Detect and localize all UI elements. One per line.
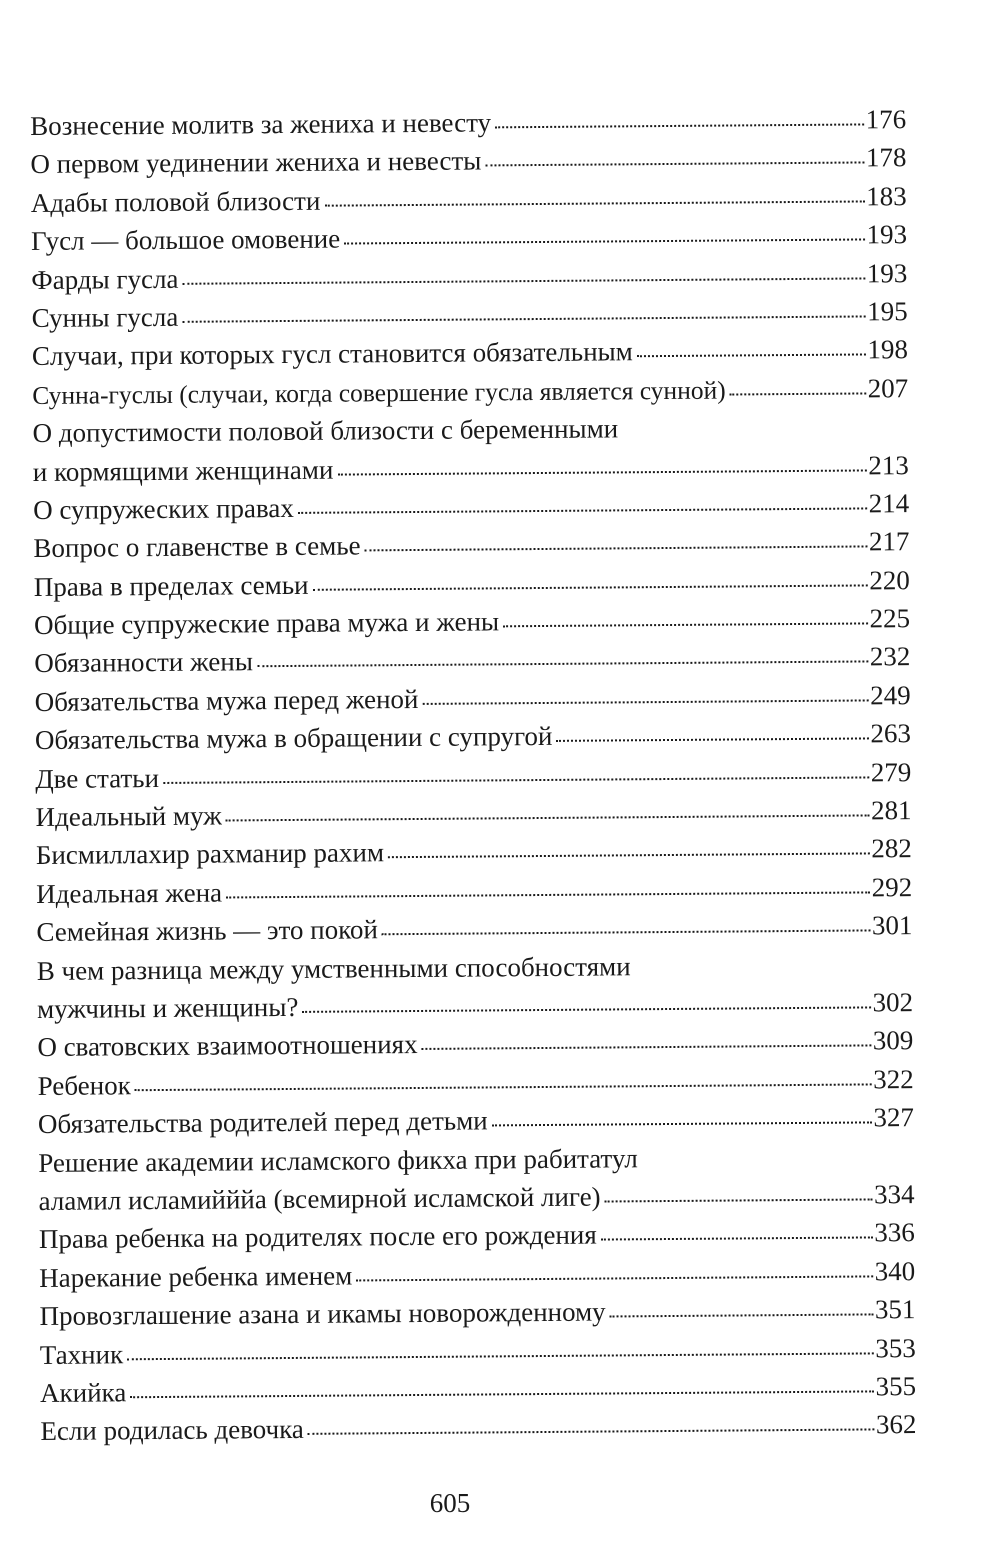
toc-entry-page: 309 [872, 1025, 914, 1056]
toc-entry-title: и кормящими женщинами [32, 454, 334, 487]
toc-entry-title: аламил исламийййа (всемирной исламской лиге) [38, 1181, 601, 1216]
dot-leader [637, 354, 866, 358]
dot-leader [605, 1198, 872, 1202]
toc-entry-title-line1: Решение академии исламского фикха при рабитатул [38, 1142, 638, 1178]
dot-leader [388, 853, 869, 859]
dot-leader [324, 200, 864, 206]
toc-entry-title: О первом уединении жениха и невесты [30, 145, 482, 180]
toc-entry-page: 193 [866, 257, 908, 288]
toc-entry-page: 213 [868, 449, 909, 480]
toc-entry-title: Акийка [39, 1377, 127, 1408]
toc-entry-page: 292 [871, 871, 913, 903]
toc-entry [37, 945, 914, 1029]
toc-entry-title: Если родилась девочка [40, 1414, 304, 1447]
toc-entry-page: 282 [871, 833, 912, 864]
toc-entry-page: 263 [870, 718, 912, 749]
toc-entry-page: 193 [866, 219, 908, 250]
dot-leader [382, 930, 870, 936]
toc-entry-title: Сунна-гуслы (случаи, когда совершение гусла является сунной) [32, 375, 726, 410]
toc-entry-page: 279 [870, 756, 912, 788]
dot-leader [130, 1390, 873, 1398]
toc-entry-page: 220 [869, 564, 910, 596]
toc-entry-page: 353 [875, 1332, 916, 1363]
toc-entry-page: 302 [872, 987, 914, 1018]
toc-entry-page: 214 [868, 488, 910, 519]
toc-entry-title: Права ребенка на родителях после его рождения [38, 1219, 597, 1255]
dot-leader [601, 1237, 873, 1241]
dot-leader [298, 507, 867, 513]
toc-entry-page: 249 [870, 679, 911, 711]
dot-leader [182, 315, 865, 322]
toc-entry-page: 207 [867, 372, 909, 404]
toc-entry-page: 351 [874, 1294, 916, 1325]
toc-entry-title: О сватовских взаимоотношениях [37, 1029, 418, 1063]
toc-entry-title: Идеальный муж [35, 800, 222, 833]
dot-leader [422, 699, 868, 705]
toc-entry [38, 1137, 915, 1221]
dot-leader [182, 277, 864, 284]
dot-leader [503, 623, 867, 628]
dot-leader [313, 584, 868, 590]
toc-entry-title: Адабы половой близости [30, 185, 321, 218]
toc-entry-title: мужчины и женщины? [36, 991, 299, 1024]
table-of-contents [30, 100, 917, 1451]
toc-entry [40, 1405, 916, 1450]
toc-entry-page: 362 [875, 1409, 917, 1440]
toc-entry-title: Гусл — большое омовение [30, 223, 341, 257]
toc-entry-title: Обязательства мужа перед женой [34, 683, 419, 717]
page-number: 605 [429, 1488, 471, 1518]
dot-leader [495, 123, 864, 128]
dot-leader [226, 814, 869, 821]
dot-leader [257, 661, 868, 668]
toc-entry-title: Бисмиллахир рахманир рахим [35, 837, 385, 871]
toc-entry-page: 217 [868, 526, 910, 557]
toc-entry-page: 301 [871, 910, 913, 941]
toc-entry-page: 225 [869, 603, 911, 634]
toc-entry-page: 281 [870, 795, 912, 826]
toc-entry-title: Фарды гусла [31, 263, 179, 295]
toc-entry-title: Обязательства родителей перед детьми [37, 1105, 488, 1140]
dot-leader [485, 162, 864, 167]
toc-entry-page: 322 [873, 1063, 914, 1095]
toc-entry-title: Сунны гусла [31, 301, 179, 333]
dot-leader [226, 891, 870, 898]
toc-entry-page: 195 [867, 296, 908, 327]
toc-entry-page: 340 [874, 1255, 916, 1287]
toc-entry-page: 198 [867, 334, 909, 365]
toc-entry-title: Права в пределах семьи [33, 569, 309, 602]
toc-entry [32, 407, 909, 491]
dot-leader [308, 1429, 874, 1435]
toc-entry-title: Семейная жизнь — это покой [36, 914, 378, 948]
toc-entry-page: 334 [873, 1179, 915, 1210]
dot-leader [422, 1045, 871, 1051]
toc-entry-page: 327 [873, 1102, 915, 1133]
toc-entry-title: Вознесение молитв за жениха и невесту [30, 107, 492, 141]
dot-leader [356, 1275, 872, 1281]
toc-entry-page: 176 [865, 104, 907, 135]
toc-entry-title: Две статьи [35, 762, 160, 794]
toc-entry-title: Общие супружеские права мужа и жены [33, 606, 500, 641]
dot-leader [344, 239, 864, 245]
toc-entry-title: Случаи, при которых гусл становится обязательным [31, 336, 633, 372]
toc-entry-page: 336 [874, 1217, 915, 1248]
dot-leader [492, 1122, 872, 1127]
toc-entry-title-line1: В чем разница между умственными способностями [36, 950, 631, 986]
toc-entry-page: 183 [866, 180, 907, 212]
dot-leader [556, 738, 868, 742]
toc-entry-page: 355 [875, 1370, 917, 1402]
toc-entry-title: Идеальная жена [36, 877, 223, 909]
toc-entry-title: Ребенок [37, 1070, 131, 1101]
toc-entry-title: Вопрос о главенстве в семье [33, 530, 361, 564]
toc-entry-title: О супружеских правах [33, 492, 294, 525]
toc-entry-title: Провозглашение азана и икамы новорожденному [39, 1296, 606, 1332]
toc-entry-title: Обязанности жены [34, 646, 254, 679]
dot-leader [730, 392, 866, 395]
dot-leader [302, 1006, 870, 1012]
toc-entry-title-line1: О допустимости половой близости с беременными [32, 413, 619, 449]
dot-leader [365, 546, 867, 552]
toc-entry-title: Нарекание ребенка именем [39, 1260, 353, 1293]
dot-leader [127, 1352, 873, 1360]
toc-entry-title: Тахник [39, 1338, 124, 1370]
dot-leader [135, 1083, 871, 1091]
toc-entry-page: 232 [869, 641, 911, 672]
dot-leader [163, 776, 869, 784]
toc-entry-title: Обязательства мужа в обращении с супругой [34, 721, 553, 756]
toc-entry-page: 178 [865, 142, 907, 173]
dot-leader [337, 469, 866, 475]
dot-leader [610, 1314, 873, 1318]
